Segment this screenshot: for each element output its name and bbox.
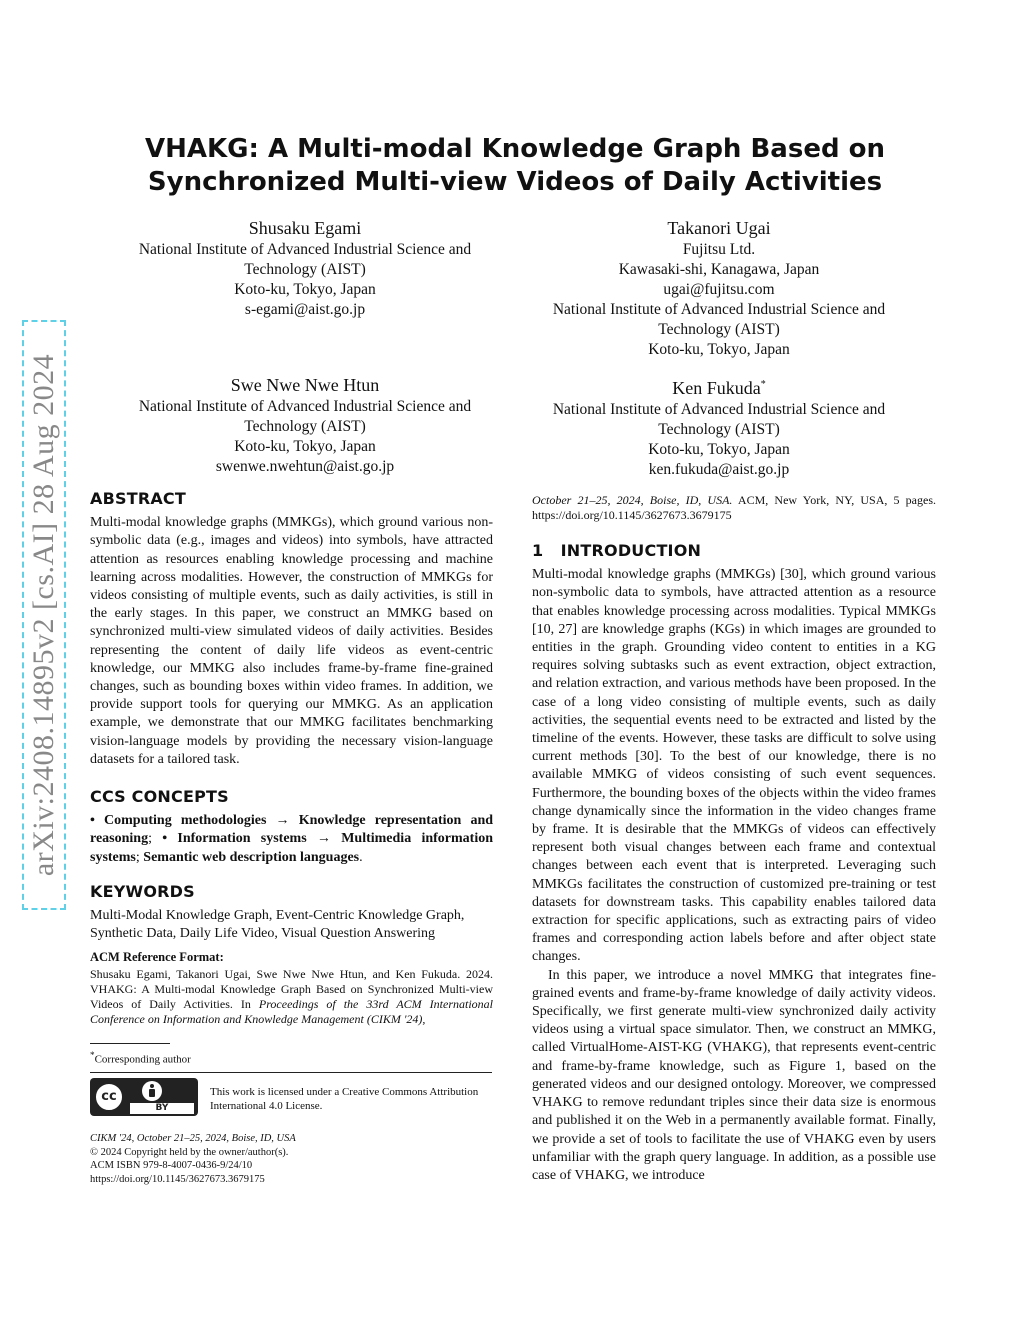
- arxiv-stamp: [22, 320, 66, 910]
- copyright-isbn: ACM ISBN 979-8-4007-0436-9/24/10: [90, 1160, 253, 1171]
- arxiv-id: arXiv:2408.14895v2 [cs.AI] 28 Aug 2024: [27, 353, 60, 877]
- author-name: Ken Fukuda*: [672, 378, 766, 398]
- copyright-venue: CIKM '24, October 21–25, 2024, Boise, ID, USA: [90, 1133, 296, 1144]
- abstract-text: Multi-modal knowledge graphs (MMKGs), which ground various non-symbolic data (e.g., images and videos) into symbols, have attracted attention as resources enabling knowledge processing and machine learning across modalities. However, the construction of MMKGs for videos consisting of multiple events, such as daily activities, is still in the early stages. In this paper, we construct an MMKG based on synchronized multi-view simulated videos of daily activities. Besides representing the content of daily life videos as event-centric knowledge, our MMKG also includes frame-by-frame fine-grained changes, such as bounding boxes within video frames. In addition, we provide support tools for querying our MMKG. As an application example, we demonstrate that our MMKG facilitates benchmarking vision-language models by providing the necessary vision-language datasets for a tailored task.: [90, 515, 493, 767]
- author-name: Shusaku Egami: [248, 218, 362, 238]
- author-affiliation: National Institute of Advanced Industrial Science and: [552, 301, 886, 318]
- author-block-ugai: [522, 216, 916, 360]
- copyright-doi: https://doi.org/10.1145/3627673.3679175: [90, 1173, 265, 1185]
- author-block-egami: [110, 216, 500, 320]
- author-affiliation: Fujitsu Ltd.: [682, 241, 756, 258]
- cc-by-badge: [90, 1078, 198, 1116]
- person-icon: [142, 1081, 162, 1101]
- copyright-owner: © 2024 Copyright held by the owner/author(s).: [90, 1146, 289, 1158]
- acm-reference: [90, 950, 493, 1027]
- author-location: Koto-ku, Tokyo, Japan: [234, 438, 376, 455]
- author-name: Swe Nwe Nwe Htun: [230, 375, 380, 395]
- by-label: BY: [130, 1103, 194, 1114]
- author-location: Koto-ku, Tokyo, Japan: [648, 441, 790, 458]
- acm-reference-text: Shusaku Egami, Takanori Ugai, Swe Nwe Nwe Htun, and Ken Fukuda. 2024. VHAKG: A Multi-modal Knowledge Graph Based on Synchronized Multi-view Videos of Daily Activities. In Proceedings of the 33rd ACM International Conference on Information and Knowledge Management (CIKM '24),: [90, 967, 493, 1026]
- author-name: Takanori Ugai: [667, 218, 771, 238]
- author-location: Kawasaki-shi, Kanagawa, Japan: [618, 261, 820, 278]
- author-block-fukuda: [522, 373, 916, 480]
- abstract-heading: ABSTRACT: [90, 489, 186, 508]
- title-line-1: VHAKG: A Multi-modal Knowledge Graph Based on: [145, 134, 885, 164]
- keywords-heading: KEYWORDS: [90, 882, 195, 901]
- keywords-section: [90, 883, 493, 944]
- author-affiliation: National Institute of Advanced Industrial Science and: [138, 398, 472, 415]
- author-affiliation: Technology (AIST): [244, 418, 366, 435]
- author-email: ugai@fujitsu.com: [663, 281, 775, 298]
- ccs-section: [90, 788, 493, 867]
- author-affiliation: Technology (AIST): [658, 321, 780, 338]
- author-affiliation: National Institute of Advanced Industrial Science and: [552, 401, 886, 418]
- introduction-heading: 1 INTRODUCTION: [532, 541, 702, 560]
- corresponding-mark: *: [760, 379, 766, 390]
- intro-paragraph-1: Multi-modal knowledge graphs (MMKGs) [30], which ground various non-symbolic data to symbols, have attracted attention as a resource that enables knowledge processing across modalities. Typical MMKGs [10, 27] are knowledge graphs (KGs) in which images are grounded to entities in the graph. Grounding video content to entities in a KG requires solving subtasks such as event extraction, object extraction, and relation extraction, and various methods have been proposed. In the case of a long video consisting of multiple events, such as daily activities, the sequential events need to be extracted and listed by the timeline of the events. However, these tasks are difficult to solve using current methods [30]. To the best of our knowledge, there is no available MMKG of videos consisting of such event sequences. Furthermore, the bounding boxes of the objects within the video frames change dynamically since the information in the video changes frame by frame. It is desirable that the MMKGs of videos can effectively represent both visual changes between each frame and contextual changes between each event that is interpreted. Leveraging such MMKGs facilitates the construction of customized pre-training or test datasets for downstream tasks. This capability enables tailored data extraction for specific applications, such as extracting pairs of video frames and corresponding action labels before and after object state changes.: [532, 567, 936, 965]
- author-location: Koto-ku, Tokyo, Japan: [648, 341, 790, 358]
- abstract-section: [90, 490, 493, 769]
- license-rule: [90, 1072, 492, 1073]
- intro-paragraph-2: In this paper, we introduce a novel MMKG that integrates fine-grained events and frame-by-frame knowledge of daily activity videos. Specifically, we first generate multi-view synchronized daily activity videos using a virtual space simulator. Then, we construct an MMKG, called VirtualHome-AIST-KG (VHAKG), that represents event-centric and frame-by-frame knowledge, such as Figure 1, based on the generated videos and our designed ontology. Moreover, we compressed VHAKG to remove redundant triples since their data size is enormous and published it on the Web in a permanently available format. Finally, we provide a set of tools to facilitate the use of VHAKG even by users unfamiliar with the graph query language. In addition, as a possible use case of VHAKG, we introduce: [532, 967, 936, 1183]
- copyright-block: [90, 1132, 490, 1186]
- introduction-section: [532, 542, 936, 1185]
- author-affiliation: Technology (AIST): [244, 261, 366, 278]
- author-email: s-egami@aist.go.jp: [244, 301, 366, 318]
- author-affiliation: Technology (AIST): [658, 421, 780, 438]
- acm-reference-continued: October 21–25, 2024, Boise, ID, USA. ACM, New York, NY, USA, 5 pages. https://doi.org/10.1145/3627673.3679175: [532, 493, 937, 522]
- author-affiliation: National Institute of Advanced Industrial Science and: [138, 241, 472, 258]
- author-location: Koto-ku, Tokyo, Japan: [234, 281, 376, 298]
- author-email: swenwe.nwehtun@aist.go.jp: [215, 458, 395, 475]
- cc-icon: cc: [94, 1082, 124, 1112]
- ccs-heading: CCS CONCEPTS: [90, 787, 229, 806]
- footnote-rule: [90, 1043, 170, 1044]
- author-email: ken.fukuda@aist.go.jp: [648, 461, 790, 478]
- title-line-2: Synchronized Multi-view Videos of Daily Activities: [147, 167, 883, 197]
- author-block-htun: [110, 373, 500, 477]
- paper-title: [90, 133, 940, 199]
- ccs-text: • Computing methodologies → Knowledge representation and reasoning; • Information systems → Multimedia information systems; Semantic web description languages.: [90, 813, 494, 865]
- footnote: *Corresponding author: [90, 1050, 191, 1066]
- acm-reference-heading: ACM Reference Format:: [90, 950, 224, 964]
- keywords-text: Multi-Modal Knowledge Graph, Event-Centric Knowledge Graph, Synthetic Data, Daily Life Video, Visual Question Answering: [90, 908, 465, 942]
- license-text: This work is licensed under a Creative Commons Attribution International 4.0 License.: [210, 1086, 479, 1112]
